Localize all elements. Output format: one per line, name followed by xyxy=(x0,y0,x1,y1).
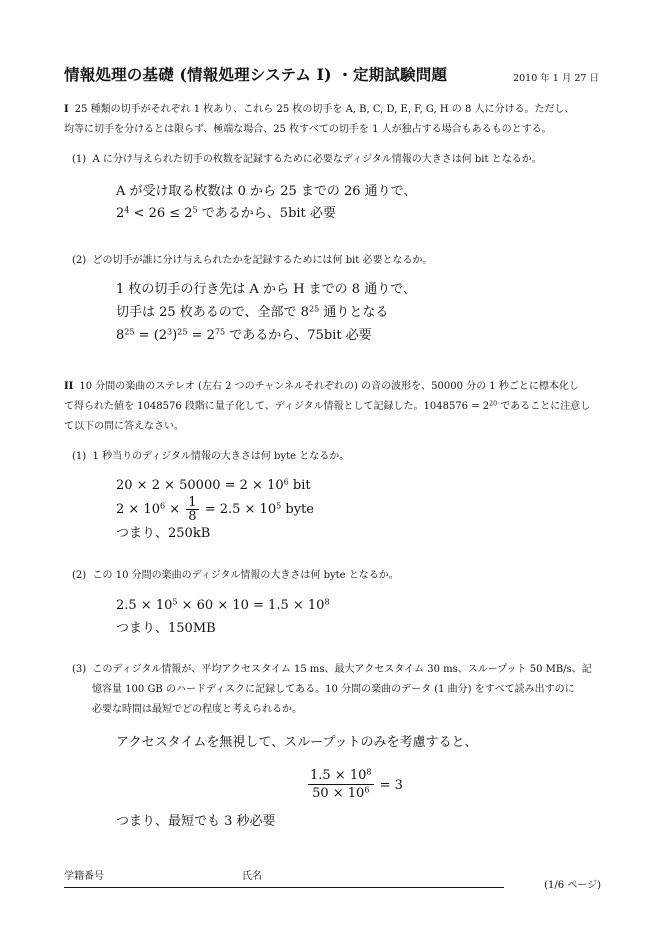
page-title: 情報処理の基礎 (情報処理システム I) ・定期試験問題 xyxy=(64,65,448,84)
q2-sub1-answer-line1: $20 \times 2 \times 50000 = 2 \times 10^6$ bit xyxy=(116,477,311,493)
student-id-label: 学籍番号 xyxy=(64,871,104,882)
q2-sub3-answer-line1: アクセスタイムを無視して、スループットのみを考慮すると、 xyxy=(116,735,478,750)
q2-sub3-question-line2: 憶容量 100 GB のハードディスクに記録してある。10 分間の楽曲のデータ (1 曲分) をすべて読み出すのに xyxy=(92,684,575,695)
q1-sub2-answer-line1: 1 枚の切手の行き先は A から H までの 8 通りで、 xyxy=(116,282,416,297)
q1-sub2-question: (2) どの切手が誰に分け与えられたかを記録するためには何 bit 必要となるか。 xyxy=(72,255,433,266)
q2-sub1-question: (1) 1 秒当りのディジタル情報の大きさは何 byte となるか。 xyxy=(72,451,350,462)
q1-number: I xyxy=(64,104,69,115)
q2-sub2-question: (2) この 10 分間の楽曲のディジタル情報の大きさは何 byte となるか。 xyxy=(72,570,399,581)
q2-sub1-answer-line2: $2 \times 10^6$ × $\frac{1}{8}$ = $2.5 \times 10^5$ byte xyxy=(116,495,314,524)
name-label: 氏名 xyxy=(242,871,262,882)
q2-intro-line1: II 10 分間の楽曲のステレオ (左右 2 つのチャンネルそれぞれの) の音の波形を、50000 分の 1 秒ごとに標本化し xyxy=(64,381,579,392)
q1-sub1-answer-line1: A が受け取る枚数は 0 から 25 までの 26 通りで、 xyxy=(116,184,417,199)
page-number: (1/6 ページ) xyxy=(544,880,601,891)
q1-intro-line2: 均等に切手を分けるとは限らず、極端な場合、25 枚すべての切手を 1 人が独占する場合もあるものとする。 xyxy=(64,124,552,135)
exam-date: 2010 年 1 月 27 日 xyxy=(513,73,599,84)
q2-intro-line3: て以下の問に答えなさい。 xyxy=(64,421,184,432)
fraction: $\frac{1.5 \times 10^8}{50 \times 10^6}$ xyxy=(310,767,372,801)
q2-sub3-question-line1: (3) このディジタル情報が、平均アクセスタイム 15 ms、最大アクセスタイム 30 ms、スループット 50 MB/s、記 xyxy=(72,664,592,675)
q1-sub1-answer-line2: $2^4 < 26 \le 2^5$ であるから、5bit 必要 xyxy=(116,205,336,221)
q1-sub2-answer-line3: $8^{25} = (2^3)^{25} = 2^{75}$ であるから、75bit 必要 xyxy=(116,327,372,343)
q1-sub1-question: (1) A に分け与えられた切手の枚数を記録するために必要なディジタル情報の大きさは何 bit となるか。 xyxy=(72,154,542,165)
q2-sub3-answer-line2: つまり、最短でも 3 秒必要 xyxy=(116,814,276,829)
fraction: $\frac{1}{8}$ xyxy=(188,495,197,524)
q2-sub1-answer-line3: つまり、250kB xyxy=(116,526,211,541)
q1-intro-line1: I 25 種類の切手がそれぞれ 1 枚あり、これら 25 枚の切手を A, B, C, D, E, F, G, H の 8 人に分ける。ただし、 xyxy=(64,104,575,115)
q2-intro-line2: て得られた値を 1048576 段階に量子化して、ディジタル情報として記録した。$1048576 = 2^{20}$ であることに注意し xyxy=(64,400,591,412)
q2-sub2-answer-line2: つまり、150MB xyxy=(116,621,216,636)
q2-number: II xyxy=(64,381,74,392)
q1-sub2-answer-line2: 切手は 25 枚あるので、全部で $8^{25}$ 通りとなる xyxy=(116,304,389,320)
q2-sub3-equation: $\frac{1.5 \times 10^8}{50 \times 10^6}$ = 3 xyxy=(310,767,403,801)
q2-sub3-question-line3: 必要な時間は最短でどの程度と考えられるか。 xyxy=(92,704,302,715)
signature-line xyxy=(64,887,504,888)
q2-sub2-answer-line1: $2.5 \times 10^5 \times 60 \times 10 = 1.5 \times 10^8$ xyxy=(116,597,330,613)
